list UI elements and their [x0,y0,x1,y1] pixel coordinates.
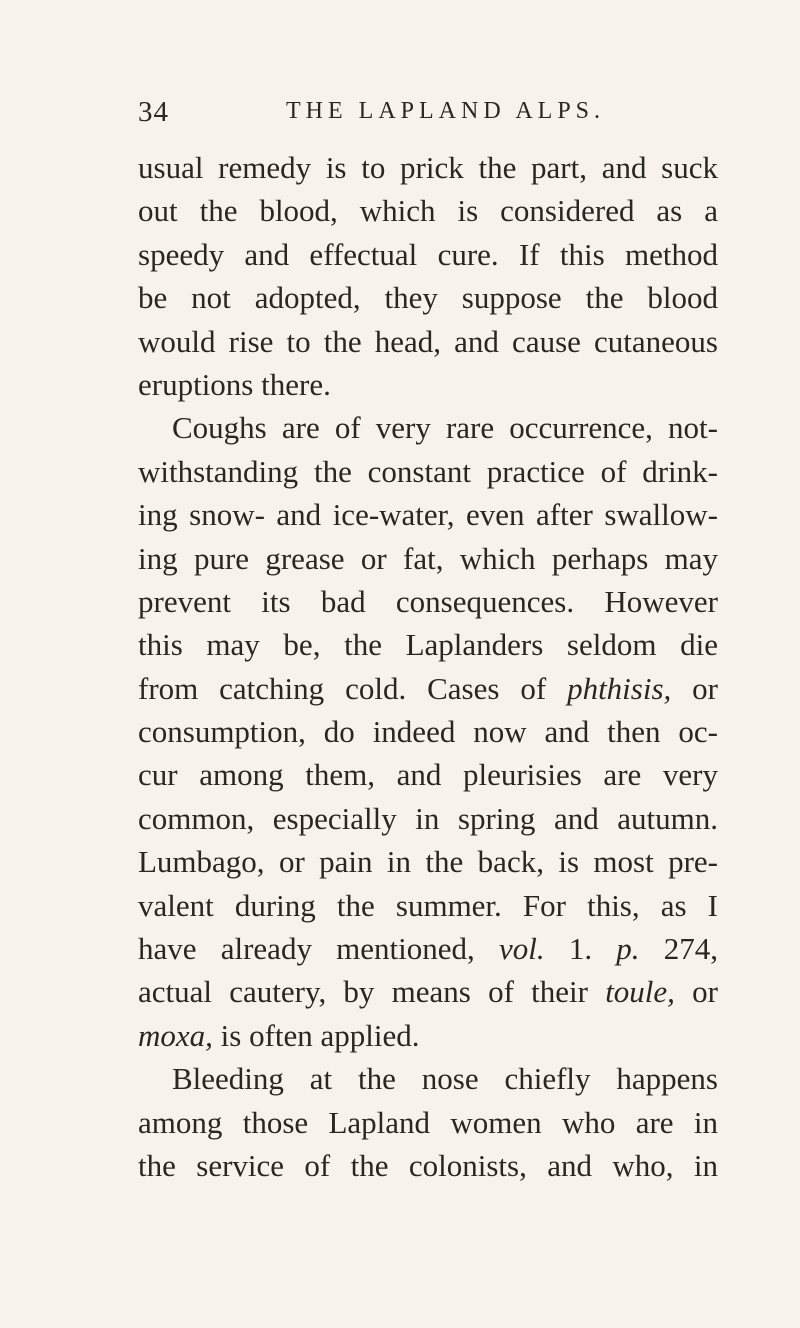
text-line [138,970,718,1013]
text-run: valent during the summer. For this, as I [138,887,718,923]
italic-word: vol. [498,931,545,967]
text-run: actual cautery, by means of their [138,974,606,1010]
text-run: ing pure grease or fat, which perhaps may [138,540,718,576]
text-run: eruptions there. [138,366,331,402]
page-header [138,96,718,136]
text-run: among those Lapland women who are in [138,1104,718,1140]
text-run: Lumbago, or pain in the back, is most pre- [138,844,718,880]
text-run: out the blood, which is considered as a [138,193,718,229]
text-line [138,320,718,363]
text-run: would rise to the head, and cause cutaneous [138,323,718,359]
text-run: or [674,974,718,1010]
text-line [138,1101,718,1144]
text-line [138,233,718,276]
text-run: from catching cold. Cases of [138,670,568,706]
running-head: THE LAPLAND ALPS. [286,98,606,124]
text-run: Coughs are of very rare occurrence, not- [172,410,718,446]
text-line [138,667,718,710]
text-line [138,840,718,883]
text-run: consumption, do indeed now and then oc- [138,714,718,750]
text-line [138,450,718,493]
text-run: 274, [639,931,719,967]
text-run: this may be, the Laplanders seldom die [138,627,718,663]
italic-word: moxa, [138,1017,213,1053]
text-run: or [671,670,719,706]
text-line [138,1014,718,1057]
text-line [138,363,718,406]
text-line [138,580,718,623]
text-line [138,623,718,666]
text-line [138,276,718,319]
text-run: be not adopted, they suppose the blood [138,280,718,316]
text-run: ing snow- and ice-water, even after swallow- [138,497,718,533]
body-text [138,146,718,1187]
text-line [138,189,718,232]
text-line [138,493,718,536]
text-line [138,927,718,970]
text-line [138,1144,718,1187]
text-run: withstanding the constant practice of drink- [138,453,718,489]
italic-word: toule, [605,974,675,1010]
text-line [138,537,718,580]
text-run: Bleeding at the nose chiefly happens [172,1061,718,1097]
text-line [138,753,718,796]
text-run: common, especially in spring and autumn. [138,800,718,836]
text-line [138,1057,718,1100]
italic-word: phthisis, [567,670,672,706]
text-line [138,406,718,449]
text-run: speedy and effectual cure. If this method [138,236,718,272]
text-run: usual remedy is to prick the part, and suck [138,150,718,185]
text-run: the service of the colonists, and who, in [138,1147,718,1183]
text-line [138,797,718,840]
italic-word: p. [616,931,640,967]
page-number: 34 [138,96,169,128]
text-line [138,884,718,927]
text-run: is often applied. [212,1017,420,1053]
text-run: cur among them, and pleurisies are very [138,757,718,793]
text-run: 1. [544,931,617,967]
text-line [138,146,718,189]
text-run: have already mentioned, [138,931,499,967]
text-run: prevent its bad consequences. However [138,583,718,619]
text-line [138,710,718,753]
